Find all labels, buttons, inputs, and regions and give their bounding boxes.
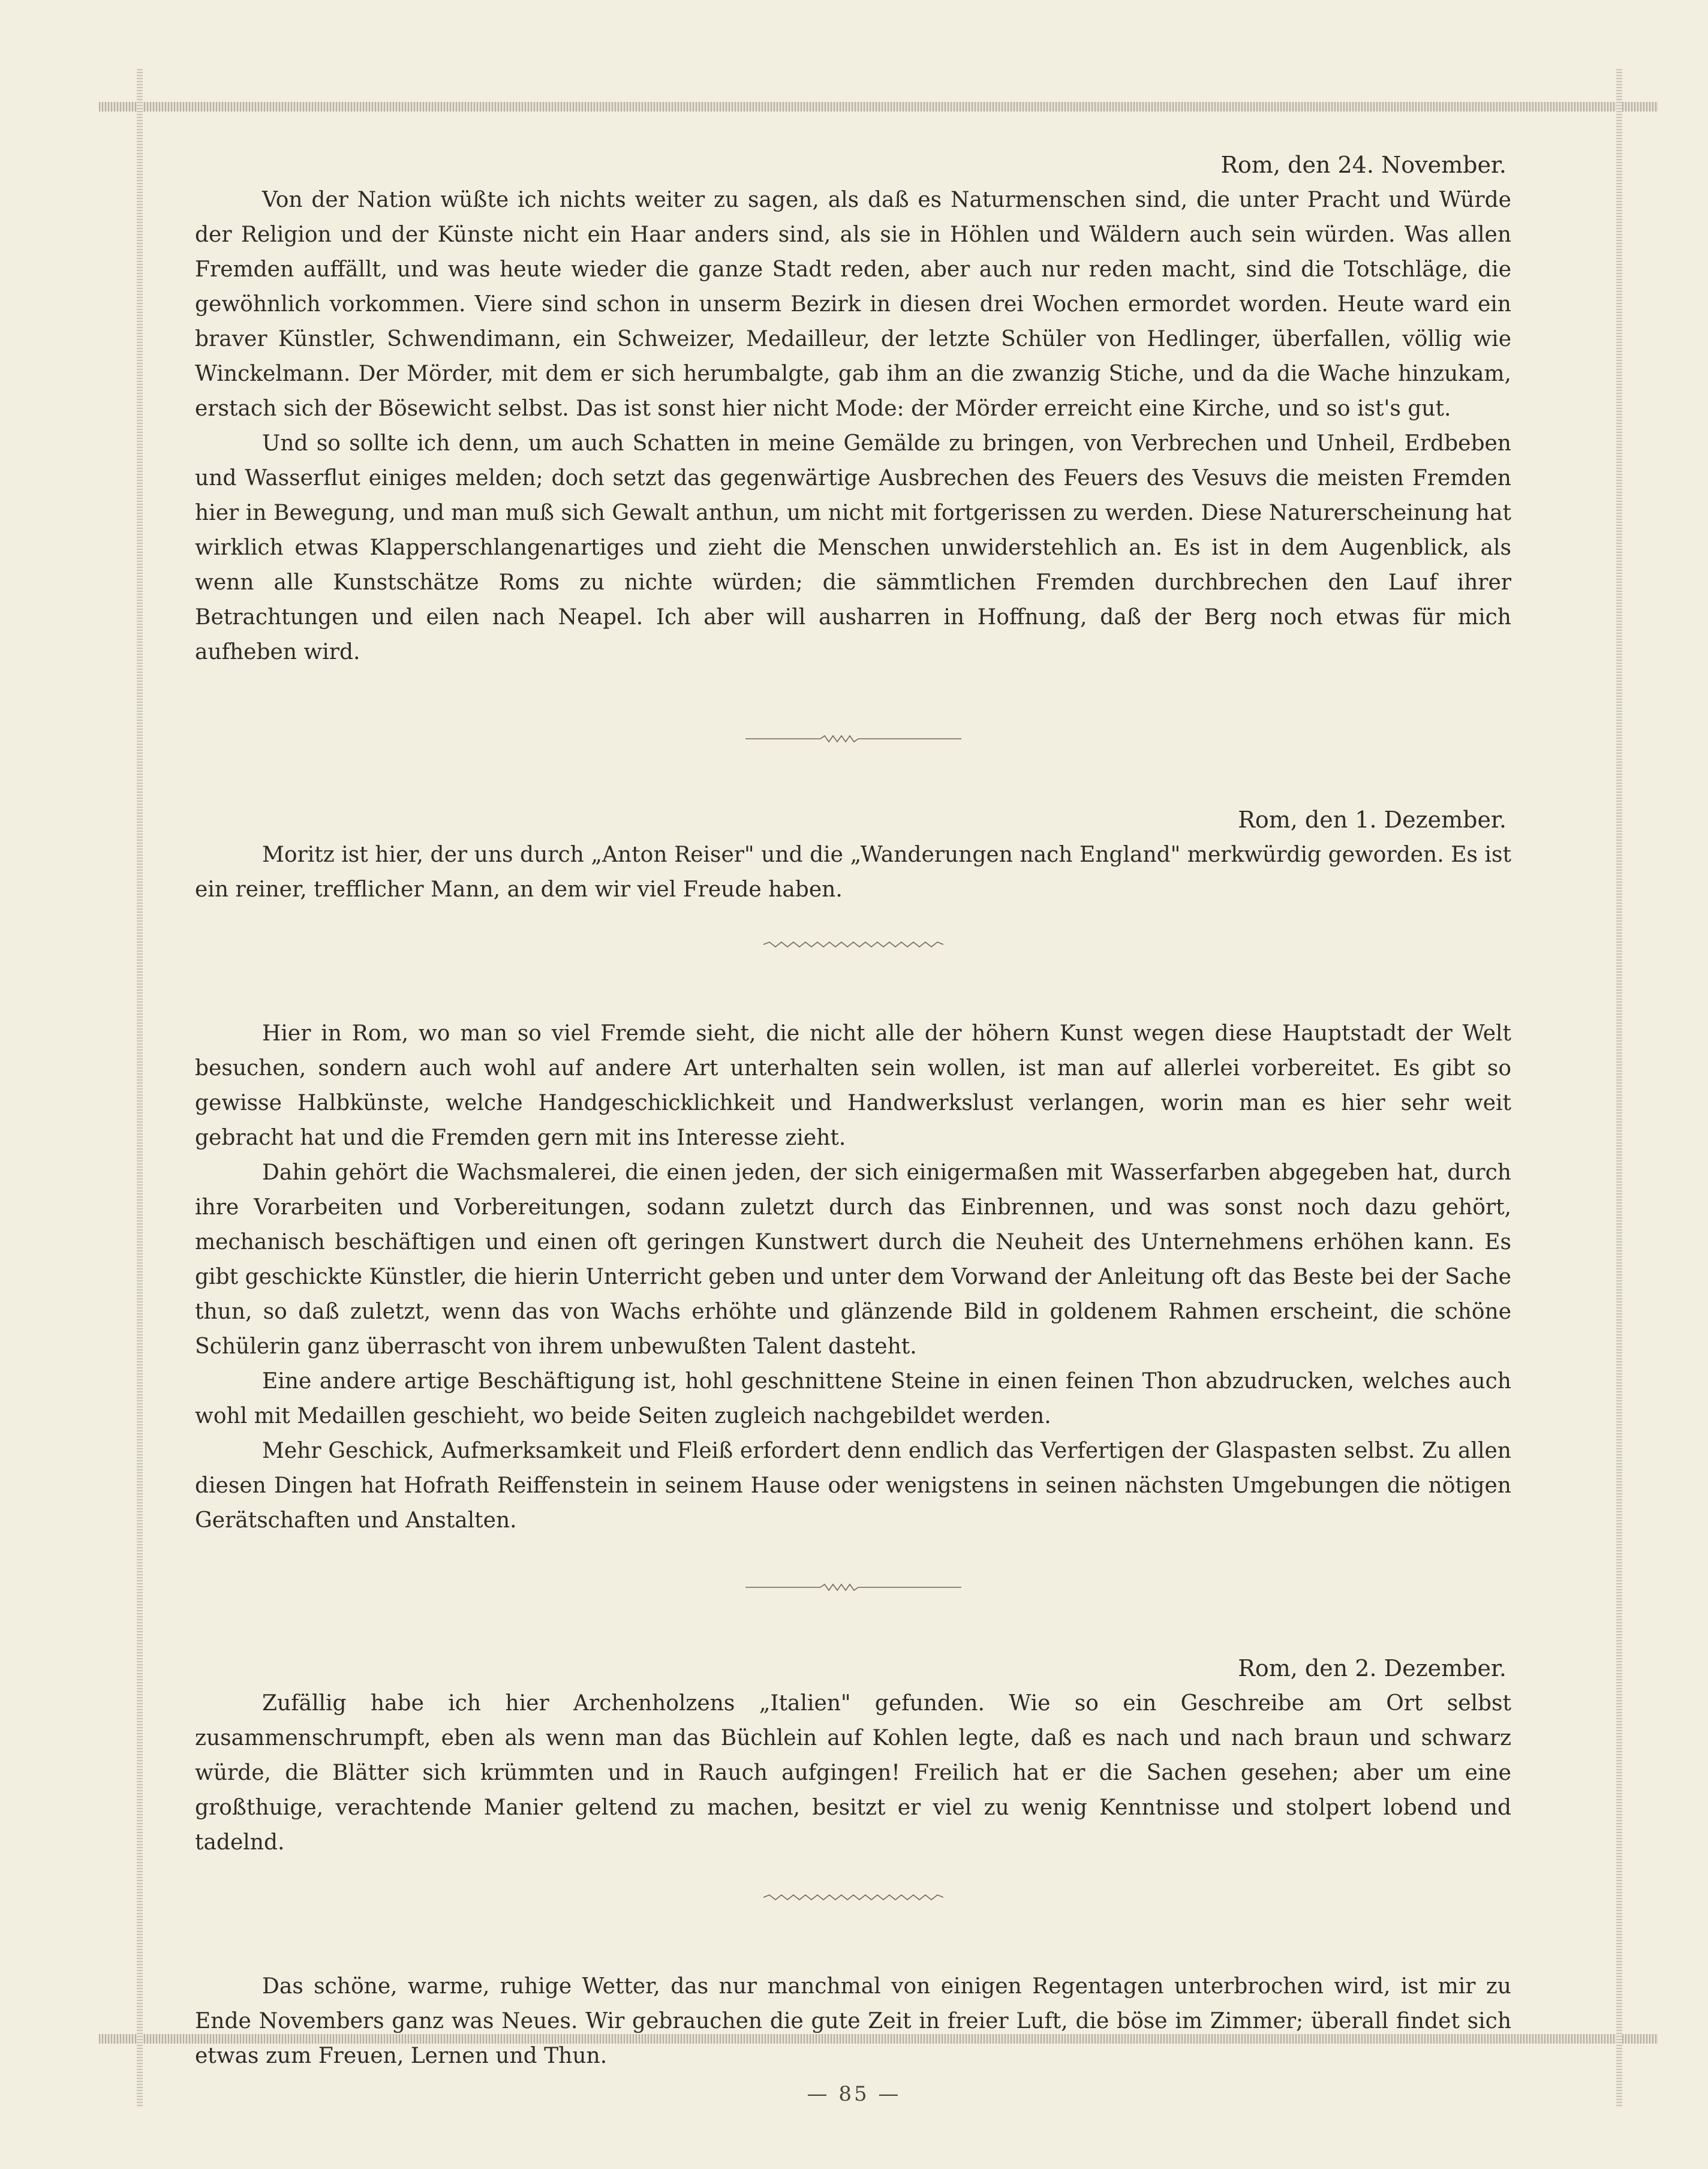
page-number: — 85 — <box>807 2082 901 2106</box>
paragraph: Zufällig habe ich hier Archenholzens „Italien" gefunden. Wie so ein Geschreibe am Ort selbst zusammenschrumpft, eben als wenn man das Büchlein auf Kohlen legte, daß es nach und nach braun und schwarz würde, die Blätter sich krümmten und in Rauch aufgingen! Freilich hat er die Sachen gesehen; aber um eine großthuige, verachtende Manier geltend zu machen, besitzt er viel zu wenig Kenntnisse und stolpert lobend und tadelnd. <box>195 1691 1511 1855</box>
paragraph: Und so sollte ich denn, um auch Schatten in meine Gemälde zu bringen, von Verbrechen und Unheil, Erdbeben und Wasserflut einiges melden; doch setzt das gegenwärtige Ausbrechen des Feuers des Vesuvs die meisten Fremden hier in Bewegung, und man muß sich Gewalt anthun, um nicht mit fortgerissen zu werden. Diese Naturerscheinung hat wirklich etwas Klapperschlangenartiges und zieht die Menschen unwiderstehlich an. Es ist in dem Augenblick, als wenn alle Kunstschätze Roms zu nichte würden; die sämmtlichen Fremden durchbrechen den Lauf ihrer Betrachtungen und eilen nach Neapel. Ich aber will ausharren in Hoffnung, daß der Berg noch etwas für mich aufheben wird. <box>195 431 1511 664</box>
letter-1 <box>195 147 1511 670</box>
paragraph: Von der Nation wüßte ich nichts weiter zu sagen, als daß es Naturmenschen sind, die unter Pracht und Würde der Religion und der Künste nicht ein Haar anders sind, als sie in Höhlen und Wäldern auch sein würden. Was allen Fremden auffällt, und was heute wieder die ganze Stadt reden, aber auch nur reden macht, sind die Totschläge, die gewöhnlich vorkommen. Viere sind schon in unserm Bezirk in diesen drei Wochen ermordet worden. Heute ward ein braver Künstler, Schwendimann, ein Schweizer, Medailleur, der letzte Schüler von Hedlinger, überfallen, völlig wie Winckelmann. Der Mörder, mit dem er sich herumbalgte, gab ihm an die zwanzig Stiche, und da die Wache hinzukam, erstach sich der Bösewicht selbst. Das ist sonst hier nicht Mode: der Mörder erreicht eine Kirche, und so ist's gut. <box>195 188 1511 421</box>
line-ornament <box>745 733 961 745</box>
letter-2 <box>195 802 1511 907</box>
top-border-rule <box>99 102 1658 112</box>
letter-date: Rom, den 2. Dezember. <box>1238 1655 1506 1681</box>
left-border-rule <box>137 69 143 2108</box>
page-content <box>195 147 1511 2074</box>
letter-4 <box>195 1650 1511 1860</box>
letter-date: Rom, den 1. Dezember. <box>1238 807 1506 833</box>
wave-ornament <box>763 938 943 950</box>
letter-date: Rom, den 24. November. <box>1220 152 1506 178</box>
paragraph: Eine andere artige Beschäftigung ist, hohl geschnittene Steine in einen feinen Thon abzudrucken, welches auch wohl mit Medaillen geschieht, wo beide Seiten zugleich nachgebildet werden. <box>195 1369 1511 1428</box>
wave-ornament <box>763 1891 943 1903</box>
paragraph: Das schöne, warme, ruhige Wetter, das nur manchmal von einigen Regentagen unterbrochen wird, ist mir zu Ende Novembers ganz was Neues. Wir gebrauchen die gute Zeit in freier Luft, die böse im Zimmer; überall findet sich etwas zum Freuen, Lernen und Thun. <box>195 1974 1511 2068</box>
paragraph: Moritz ist hier, der uns durch „Anton Reiser" und die „Wanderungen nach England" merkwürdig geworden. Es ist ein reiner, trefflicher Mann, an dem wir viel Freude haben. <box>195 843 1511 902</box>
letter-3 <box>195 1016 1511 1538</box>
letter-5 <box>195 1969 1511 2074</box>
line-ornament <box>745 1581 961 1593</box>
right-border-rule <box>1616 69 1622 2108</box>
paragraph: Dahin gehört die Wachsmalerei, die einen jeden, der sich einigermaßen mit Wasserfarben abgegeben hat, durch ihre Vorarbeiten und Vorbereitungen, sodann zuletzt durch das Einbrennen, und was sonst noch dazu gehört, mechanisch beschäftigen und einen oft geringen Kunstwert durch die Neuheit des Unternehmens erhöhen kann. Es gibt geschickte Künstler, die hierin Unterricht geben und unter dem Vorwand der Anleitung oft das Beste bei der Sache thun, so daß zuletzt, wenn das von Wachs erhöhte und glänzende Bild in goldenem Rahmen erscheint, die schöne Schülerin ganz überrascht von ihrem unbewußten Talent dasteht. <box>195 1160 1511 1359</box>
paragraph: Mehr Geschick, Aufmerksamkeit und Fleiß erfordert denn endlich das Verfertigen der Glaspasten selbst. Zu allen diesen Dingen hat Hofrath Reiffenstein in seinem Hause oder wenigstens in seinen nächsten Umgebungen die nötigen Gerätschaften und Anstalten. <box>195 1439 1511 1533</box>
paragraph: Hier in Rom, wo man so viel Fremde sieht, die nicht alle der höhern Kunst wegen diese Hauptstadt der Welt besuchen, sondern auch wohl auf andere Art unterhalten sein wollen, ist man auf allerlei vorbereitet. Es gibt so gewisse Halbkünste, welche Handgeschicklichkeit und Handwerkslust verlangen, worin man es hier sehr weit gebracht hat und die Fremden gern mit ins Interesse zieht. <box>195 1021 1511 1150</box>
